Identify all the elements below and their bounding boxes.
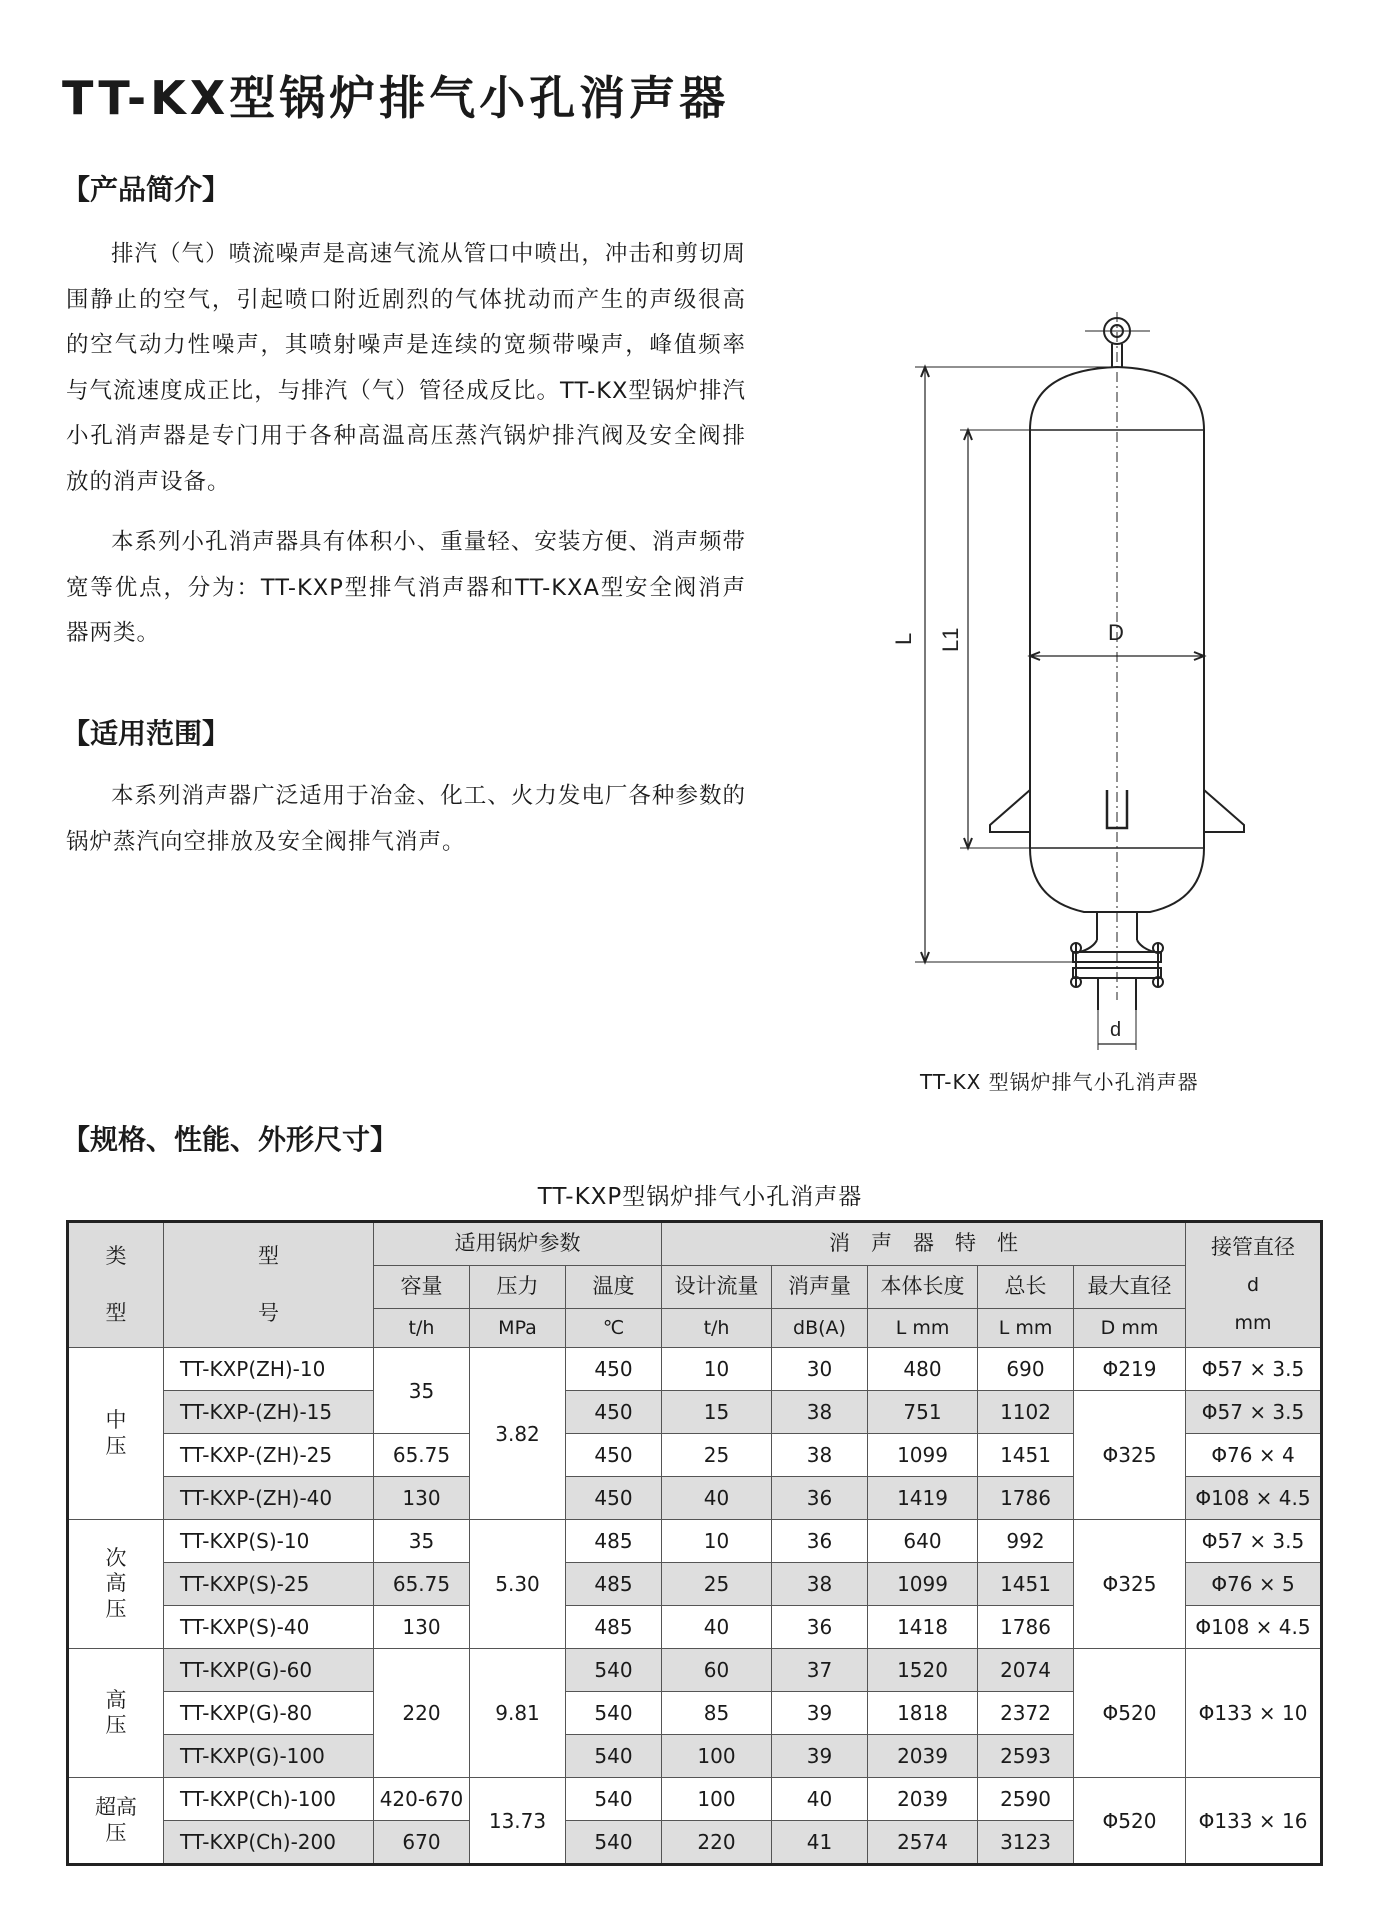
header-pipe: 接管直径 d mm — [1186, 1222, 1322, 1348]
flow-cell: 40 — [662, 1606, 772, 1649]
total-length-cell: 2590 — [978, 1778, 1074, 1821]
unit-pressure: MPa — [470, 1309, 566, 1348]
flow-cell: 10 — [662, 1520, 772, 1563]
dim-label-D: D — [1108, 620, 1124, 645]
type-cell: 高 压 — [68, 1649, 164, 1778]
table-row — [68, 1778, 1322, 1821]
muffler-drawing — [880, 300, 1280, 1060]
noise-cell: 36 — [772, 1520, 868, 1563]
pipe-cell: Φ57 × 3.5 — [1186, 1391, 1322, 1434]
unit-noise: dB(A) — [772, 1309, 868, 1348]
temp-cell: 450 — [566, 1348, 662, 1391]
capacity-cell: 65.75 — [374, 1434, 470, 1477]
page-title: TT-KX型锅炉排气小孔消声器 — [62, 71, 730, 125]
model-cell: TT-KXP-(ZH)-25 — [164, 1434, 374, 1477]
body-length-cell: 2574 — [868, 1821, 978, 1865]
noise-cell: 41 — [772, 1821, 868, 1865]
total-length-cell: 2372 — [978, 1692, 1074, 1735]
body-length-cell: 2039 — [868, 1735, 978, 1778]
pipe-cell: Φ76 × 4 — [1186, 1434, 1322, 1477]
type-cell: 超高 压 — [68, 1778, 164, 1865]
capacity-cell: 65.75 — [374, 1563, 470, 1606]
temp-cell: 540 — [566, 1821, 662, 1865]
noise-cell: 38 — [772, 1391, 868, 1434]
model-cell: TT-KXP(Ch)-200 — [164, 1821, 374, 1865]
model-cell: TT-KXP(ZH)-10 — [164, 1348, 374, 1391]
flow-cell: 25 — [662, 1434, 772, 1477]
header-type: 类 型 — [68, 1222, 164, 1348]
total-length-cell: 1786 — [978, 1606, 1074, 1649]
intro-paragraph-2: 本系列小孔消声器具有体积小、重量轻、安装方便、消声频带宽等优点，分为：TT-KXP型排气消声器和TT-KXA型安全阀消声器两类。 — [66, 529, 746, 646]
max-dia-cell: Φ520 — [1074, 1778, 1186, 1865]
body-length-cell: 751 — [868, 1391, 978, 1434]
unit-temperature: ℃ — [566, 1309, 662, 1348]
table-row — [68, 1520, 1322, 1563]
body-length-cell: 1099 — [868, 1563, 978, 1606]
total-length-cell: 2074 — [978, 1649, 1074, 1692]
capacity-cell: 130 — [374, 1606, 470, 1649]
total-length-cell: 1786 — [978, 1477, 1074, 1520]
type-cell: 中 压 — [68, 1348, 164, 1520]
right-bracket — [1204, 790, 1244, 832]
type-cell: 次 高 压 — [68, 1520, 164, 1649]
model-cell: TT-KXP(S)-25 — [164, 1563, 374, 1606]
temp-cell: 450 — [566, 1477, 662, 1520]
body-length-cell: 640 — [868, 1520, 978, 1563]
temp-cell: 450 — [566, 1434, 662, 1477]
noise-cell: 38 — [772, 1563, 868, 1606]
total-length-cell: 2593 — [978, 1735, 1074, 1778]
dim-label-L1: L1 — [938, 627, 963, 652]
header-boiler-group: 适用锅炉参数 — [374, 1222, 662, 1266]
total-length-cell: 1102 — [978, 1391, 1074, 1434]
body-length-cell: 1418 — [868, 1606, 978, 1649]
temp-cell: 485 — [566, 1520, 662, 1563]
model-cell: TT-KXP-(ZH)-15 — [164, 1391, 374, 1434]
noise-cell: 37 — [772, 1649, 868, 1692]
specs-heading: 【规格、性能、外形尺寸】 — [62, 1123, 399, 1156]
capacity-cell: 35 — [374, 1520, 470, 1563]
unit-capacity: t/h — [374, 1309, 470, 1348]
flow-cell: 220 — [662, 1821, 772, 1865]
flow-cell: 10 — [662, 1348, 772, 1391]
pipe-cell: Φ133 × 10 — [1186, 1649, 1322, 1778]
model-cell: TT-KXP(G)-60 — [164, 1649, 374, 1692]
capacity-cell: 420-670 — [374, 1778, 470, 1821]
left-bracket — [990, 790, 1030, 832]
capacity-cell: 130 — [374, 1477, 470, 1520]
temp-cell: 540 — [566, 1735, 662, 1778]
temp-cell: 540 — [566, 1649, 662, 1692]
temp-cell: 540 — [566, 1692, 662, 1735]
pipe-cell: Φ108 × 4.5 — [1186, 1606, 1322, 1649]
header-flow: 设计流量 — [662, 1266, 772, 1309]
temp-cell: 485 — [566, 1563, 662, 1606]
max-dia-cell: Φ325 — [1074, 1520, 1186, 1649]
unit-total-length: L mm — [978, 1309, 1074, 1348]
pipe-cell: Φ108 × 4.5 — [1186, 1477, 1322, 1520]
header-temperature: 温度 — [566, 1266, 662, 1309]
model-cell: TT-KXP(S)-40 — [164, 1606, 374, 1649]
noise-cell: 30 — [772, 1348, 868, 1391]
header-max-dia: 最大直径 — [1074, 1266, 1186, 1309]
pipe-cell: Φ133 × 16 — [1186, 1778, 1322, 1865]
noise-cell: 39 — [772, 1692, 868, 1735]
total-length-cell: 690 — [978, 1348, 1074, 1391]
pressure-cell: 3.82 — [470, 1348, 566, 1520]
intro-paragraph-1: 排汽（气）喷流噪声是高速气流从管口中喷出，冲击和剪切周围静止的空气，引起喷口附近剧烈的气体扰动而产生的声级很高的空气动力性噪声，其喷射噪声是连续的宽频带噪声，峰值频率与气流速度成正比，与排汽（气）管径成反比。TT-KX型锅炉排汽小孔消声器是专门用于各种高温高压蒸汽锅炉排汽阀及安全阀排放的消声设备。 — [66, 241, 746, 495]
flow-cell: 25 — [662, 1563, 772, 1606]
noise-cell: 36 — [772, 1477, 868, 1520]
pressure-cell: 5.30 — [470, 1520, 566, 1649]
flow-cell: 85 — [662, 1692, 772, 1735]
header-noise: 消声量 — [772, 1266, 868, 1309]
dim-label-L: L — [891, 632, 916, 645]
header-pressure: 压力 — [470, 1266, 566, 1309]
table-row — [68, 1391, 1322, 1434]
total-length-cell: 3123 — [978, 1821, 1074, 1865]
model-cell: TT-KXP(G)-100 — [164, 1735, 374, 1778]
body-length-cell: 480 — [868, 1348, 978, 1391]
noise-cell: 36 — [772, 1606, 868, 1649]
noise-cell: 38 — [772, 1434, 868, 1477]
temp-cell: 485 — [566, 1606, 662, 1649]
flow-cell: 60 — [662, 1649, 772, 1692]
header-model: 型 号 — [164, 1222, 374, 1348]
capacity-cell: 35 — [374, 1348, 470, 1434]
scope-paragraph: 本系列消声器广泛适用于冶金、化工、火力发电厂各种参数的锅炉蒸汽向空排放及安全阀排气消声。 — [66, 783, 746, 855]
table-row — [68, 1649, 1322, 1692]
max-dia-cell: Φ219 — [1074, 1348, 1186, 1391]
unit-flow: t/h — [662, 1309, 772, 1348]
model-cell: TT-KXP(G)-80 — [164, 1692, 374, 1735]
body-length-cell: 1419 — [868, 1477, 978, 1520]
temp-cell: 540 — [566, 1778, 662, 1821]
model-cell: TT-KXP(S)-10 — [164, 1520, 374, 1563]
drawing-caption: TT-KX 型锅炉排气小孔消声器 — [920, 1070, 1199, 1094]
header-muffler-group: 消 声 器 特 性 — [662, 1222, 1186, 1266]
pipe-cell: Φ57 × 3.5 — [1186, 1520, 1322, 1563]
total-length-cell: 1451 — [978, 1434, 1074, 1477]
dim-label-d: d — [1110, 1019, 1122, 1041]
model-cell: TT-KXP-(ZH)-40 — [164, 1477, 374, 1520]
header-body-length: 本体长度 — [868, 1266, 978, 1309]
unit-max-dia: D mm — [1074, 1309, 1186, 1348]
total-length-cell: 992 — [978, 1520, 1074, 1563]
intro-heading: 【产品简介】 — [62, 173, 231, 206]
total-length-cell: 1451 — [978, 1563, 1074, 1606]
body-length-cell: 2039 — [868, 1778, 978, 1821]
capacity-cell: 670 — [374, 1821, 470, 1865]
table-title: TT-KXP型锅炉排气小孔消声器 — [537, 1184, 863, 1210]
pipe-cell: Φ57 × 3.5 — [1186, 1348, 1322, 1391]
spec-table — [66, 1220, 1323, 1866]
pipe-cell: Φ76 × 5 — [1186, 1563, 1322, 1606]
temp-cell: 450 — [566, 1391, 662, 1434]
capacity-cell: 220 — [374, 1649, 470, 1778]
header-total-length: 总长 — [978, 1266, 1074, 1309]
max-dia-cell: Φ325 — [1074, 1391, 1186, 1520]
scope-heading: 【适用范围】 — [62, 717, 231, 750]
noise-cell: 40 — [772, 1778, 868, 1821]
body-length-cell: 1099 — [868, 1434, 978, 1477]
pressure-cell: 9.81 — [470, 1649, 566, 1778]
unit-body-length: L mm — [868, 1309, 978, 1348]
body-length-cell: 1818 — [868, 1692, 978, 1735]
flow-cell: 100 — [662, 1735, 772, 1778]
flow-cell: 40 — [662, 1477, 772, 1520]
body-length-cell: 1520 — [868, 1649, 978, 1692]
noise-cell: 39 — [772, 1735, 868, 1778]
flow-cell: 100 — [662, 1778, 772, 1821]
table-row — [68, 1348, 1322, 1391]
model-cell: TT-KXP(Ch)-100 — [164, 1778, 374, 1821]
max-dia-cell: Φ520 — [1074, 1649, 1186, 1778]
header-capacity: 容量 — [374, 1266, 470, 1309]
flow-cell: 15 — [662, 1391, 772, 1434]
pressure-cell: 13.73 — [470, 1778, 566, 1865]
